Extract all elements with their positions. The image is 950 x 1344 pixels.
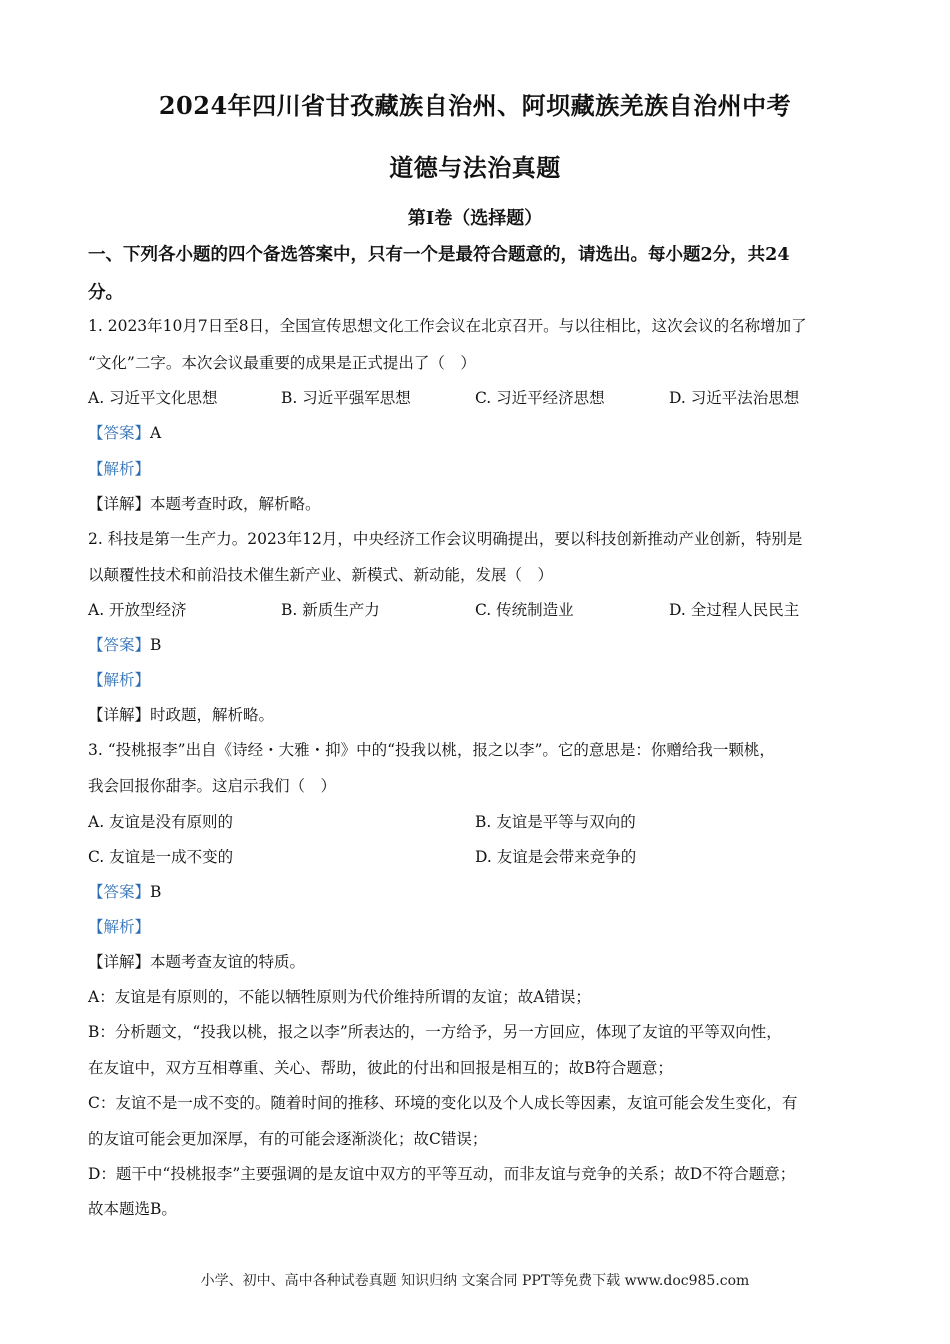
exam-title: 2024年四川省甘孜藏族自治州、阿坝藏族羌族自治州中考	[158, 91, 792, 120]
part-title: 第Ⅰ卷（选择题）	[407, 208, 543, 229]
section-heading-line1: 一、下列各小题的四个备选答案中，只有一个是最符合题意的，请选出。每小题2分，共24	[88, 245, 790, 265]
q3-option-d: D. 友谊是会带来竞争的	[475, 848, 637, 866]
q1-option-b: B. 习近平强军思想	[281, 389, 411, 407]
q1-stem-line1: 1. 2023年10月7日至8日，全国宣传思想文化工作会议在北京召开。与以往相比，这次会议的名称增加了	[88, 317, 807, 335]
q3-option-c: C. 友谊是一成不变的	[88, 848, 234, 866]
q1-answer-value: A	[150, 424, 162, 442]
q1-option-c: C. 习近平经济思想	[475, 389, 605, 407]
exam-subtitle: 道德与法治真题	[389, 153, 561, 182]
q3-detail	[88, 950, 305, 972]
q1-detail	[88, 492, 321, 514]
q3-answer-value: B	[150, 883, 162, 901]
q3-explain-line: D：题干中“投桃报李”主要强调的是友谊中双方的平等互动，而非友谊与竞争的关系；故D不符合题意；	[88, 1165, 796, 1183]
answer-tag: 【答案】	[88, 424, 151, 442]
q3-explain-line: 故本题选B。	[88, 1200, 177, 1218]
answer-tag: 【答案】	[88, 883, 151, 901]
q1-analysis-tag: 【解析】	[88, 460, 151, 478]
answer-tag: 【答案】	[88, 636, 151, 654]
q3-explain-line: A：友谊是有原则的，不能以牺牲原则为代价维持所谓的友谊；故A错误；	[88, 988, 591, 1006]
q2-option-b: B. 新质生产力	[281, 601, 380, 619]
page-footer: 小学、初中、高中各种试卷真题 知识归纳 文案合同 PPT等免费下载 www.doc985.com	[200, 1273, 750, 1289]
q1-stem-line2: “文化”二字。本次会议最重要的成果是正式提出了（ ）	[88, 354, 476, 372]
q1-option-a: A. 习近平文化思想	[88, 389, 218, 407]
q2-answer-value: B	[150, 636, 162, 654]
q3-stem-line2: 我会回报你甜李。这启示我们（ ）	[88, 777, 337, 795]
q2-stem-line1: 2. 科技是第一生产力。2023年12月，中央经济工作会议明确提出，要以科技创新推动产业创新，特别是	[88, 530, 803, 548]
q3-option-b: B. 友谊是平等与双向的	[475, 813, 636, 831]
q2-analysis-tag: 【解析】	[88, 671, 151, 689]
q3-answer	[88, 880, 161, 902]
q3-option-a: A. 友谊是没有原则的	[88, 813, 234, 831]
q2-detail	[88, 703, 274, 725]
q3-explain-line: C：友谊不是一成不变的。随着时间的推移、环境的变化以及个人成长等因素，友谊可能会发生变化，有	[88, 1094, 798, 1112]
q2-option-c: C. 传统制造业	[475, 601, 574, 619]
section-heading-line2: 分。	[88, 283, 123, 303]
detail-tag: 【详解】	[88, 495, 151, 513]
q3-explain-line: 的友谊可能会更加深厚，有的可能会逐渐淡化；故C错误；	[88, 1130, 488, 1148]
q2-option-a: A. 开放型经济	[88, 601, 187, 619]
q3-stem-line1: 3. “投桃报李”出自《诗经・大雅・抑》中的“投我以桃，报之以李”。它的意思是：你赠给我一颗桃，	[88, 741, 775, 759]
q2-answer	[88, 633, 161, 655]
q1-answer	[88, 421, 161, 443]
q3-explain-line: B：分析题文，“投我以桃，报之以李”所表达的，一方给予，另一方回应，体现了友谊的平等双向性，	[88, 1023, 782, 1041]
q3-explain-line: 在友谊中，双方互相尊重、关心、帮助，彼此的付出和回报是相互的；故B符合题意；	[88, 1059, 673, 1077]
q1-option-d: D. 习近平法治思想	[669, 389, 800, 407]
q2-detail-text: 时政题，解析略。	[150, 706, 275, 724]
detail-tag: 【详解】	[88, 706, 151, 724]
q2-stem-line2: 以颠覆性技术和前沿技术催生新产业、新模式、新动能，发展（ ）	[88, 566, 554, 584]
q2-option-d: D. 全过程人民民主	[669, 601, 800, 619]
detail-tag: 【详解】	[88, 953, 151, 971]
q1-detail-text: 本题考查时政，解析略。	[150, 495, 321, 513]
q3-analysis-tag: 【解析】	[88, 918, 151, 936]
q3-detail-text: 本题考查友谊的特质。	[150, 953, 306, 971]
